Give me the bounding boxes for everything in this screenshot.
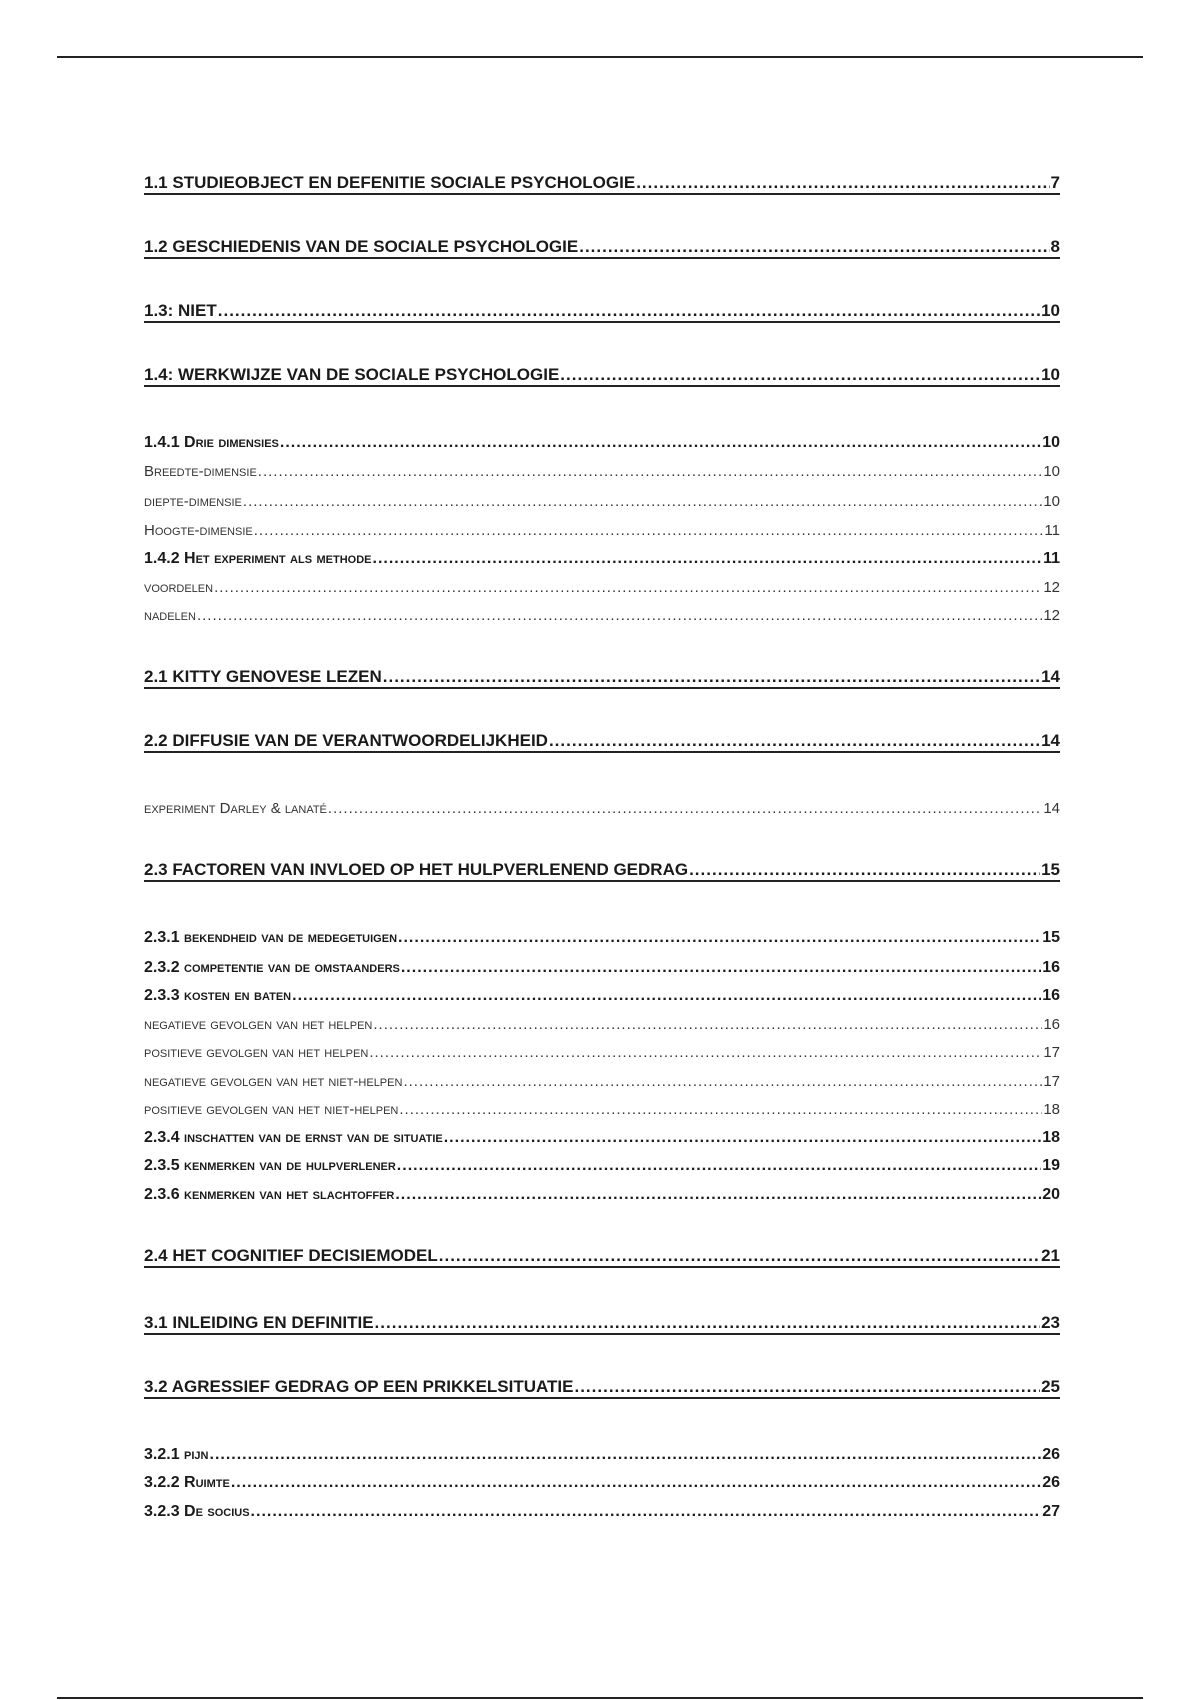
toc-entry[interactable] xyxy=(144,930,1060,946)
toc-dot-leader xyxy=(636,174,1049,191)
toc-dot-leader xyxy=(579,238,1049,255)
toc-entry[interactable] xyxy=(144,732,1060,753)
toc-entry[interactable] xyxy=(144,302,1060,323)
toc-dot-leader xyxy=(258,464,1043,479)
toc-entry[interactable] xyxy=(144,1504,1060,1520)
toc-entry-title: 2.3.6 kenmerken van het slachtoffer xyxy=(144,1186,395,1203)
toc-entry-page: 10 xyxy=(1043,463,1060,480)
toc-entry-title: 2.3.3 kosten en baten xyxy=(144,987,292,1004)
toc-entry-page: 26 xyxy=(1042,1474,1060,1491)
toc-entry-page: 27 xyxy=(1042,1503,1060,1520)
toc-entry-page: 10 xyxy=(1041,301,1060,320)
toc-entry-page: 20 xyxy=(1042,1186,1060,1203)
toc-entry[interactable] xyxy=(144,435,1060,451)
toc-entry-title: 1.4.2 Het experiment als methode xyxy=(144,550,372,567)
toc-entry-page: 16 xyxy=(1042,959,1060,976)
toc-entry[interactable] xyxy=(144,174,1060,195)
toc-entry-title: 3.2.2 Ruimte xyxy=(144,1474,230,1491)
toc-dot-leader xyxy=(398,930,1041,946)
header-rule xyxy=(57,56,1143,58)
toc-entry[interactable] xyxy=(144,494,1060,509)
toc-entry-page: 17 xyxy=(1043,1073,1060,1090)
toc-entry[interactable] xyxy=(144,668,1060,689)
toc-entry-title: positieve gevolgen van het niet-helpen xyxy=(144,1101,399,1118)
toc-entry[interactable] xyxy=(144,1475,1060,1491)
toc-dot-leader xyxy=(280,435,1041,451)
toc-dot-leader xyxy=(399,1102,1042,1117)
toc-entry[interactable] xyxy=(144,861,1060,882)
toc-entry-page: 15 xyxy=(1042,929,1060,946)
toc-entry[interactable] xyxy=(144,464,1060,479)
toc-dot-leader xyxy=(395,1187,1041,1203)
toc-entry-title: 1.1 STUDIEOBJECT EN DEFENITIE SOCIALE PSYCHOLOGIE xyxy=(144,173,636,192)
toc-dot-leader xyxy=(251,1504,1042,1520)
toc-entry-title: diepte-dimensie xyxy=(144,493,242,510)
toc-entry-title: 3.2.3 De socius xyxy=(144,1503,250,1520)
toc-entry-page: 14 xyxy=(1041,667,1060,686)
toc-entry[interactable] xyxy=(144,1187,1060,1203)
toc-entry[interactable] xyxy=(144,1130,1060,1146)
toc-entry-page: 11 xyxy=(1043,550,1060,567)
toc-entry[interactable] xyxy=(144,1378,1060,1399)
toc-dot-leader xyxy=(231,1475,1041,1491)
toc-dot-leader xyxy=(444,1130,1041,1146)
toc-entry-page: 10 xyxy=(1042,434,1060,451)
toc-entry-page: 12 xyxy=(1043,579,1060,596)
toc-entry[interactable] xyxy=(144,551,1060,567)
toc-entry-page: 16 xyxy=(1042,987,1060,1004)
toc-dot-leader xyxy=(574,1378,1040,1395)
toc-entry[interactable] xyxy=(144,1102,1060,1117)
toc-entry[interactable] xyxy=(144,1045,1060,1060)
footer-rule xyxy=(57,1697,1143,1699)
toc-entry-title: 2.4 HET COGNITIEF DECISIEMODEL xyxy=(144,1246,438,1265)
toc-entry[interactable] xyxy=(144,580,1060,595)
toc-dot-leader xyxy=(292,988,1041,1004)
toc-entry-title: 2.3.2 competentie van de omstaanders xyxy=(144,959,400,976)
toc-entry[interactable] xyxy=(144,1074,1060,1089)
toc-dot-leader xyxy=(218,302,1040,319)
toc-entry-title: 1.3: NIET xyxy=(144,301,217,320)
toc-dot-leader xyxy=(369,1045,1042,1060)
toc-entry-title: 2.3.5 kenmerken van de hulpverlener xyxy=(144,1157,396,1174)
toc-dot-leader xyxy=(373,1017,1042,1032)
toc-entry-page: 18 xyxy=(1042,1129,1060,1146)
toc-entry-page: 10 xyxy=(1041,365,1060,384)
toc-entry-page: 11 xyxy=(1044,522,1060,539)
toc-dot-leader xyxy=(403,1074,1042,1089)
toc-dot-leader xyxy=(401,960,1041,976)
toc-entry-page: 14 xyxy=(1041,731,1060,750)
toc-entry-title: negatieve gevolgen van het niet-helpen xyxy=(144,1073,403,1090)
toc-entry-title: 1.4: WERKWIJZE VAN DE SOCIALE PSYCHOLOGIE xyxy=(144,365,560,384)
toc-entry[interactable] xyxy=(144,1447,1060,1463)
toc-dot-leader xyxy=(328,801,1042,816)
toc-entry[interactable] xyxy=(144,366,1060,387)
toc-dot-leader xyxy=(197,608,1042,623)
toc-entry-title: nadelen xyxy=(144,607,196,624)
toc-entry-page: 21 xyxy=(1041,1246,1060,1265)
toc-entry-title: 1.4.1 Drie dimensies xyxy=(144,434,279,451)
toc-entry-title: voordelen xyxy=(144,579,214,596)
toc-entry-title: 2.3 FACTOREN VAN INVLOED OP HET HULPVERLENEND GEDRAG xyxy=(144,860,689,879)
toc-entry[interactable] xyxy=(144,801,1060,816)
toc-dot-leader xyxy=(243,494,1042,509)
toc-dot-leader xyxy=(689,861,1040,878)
toc-entry-page: 16 xyxy=(1043,1016,1060,1033)
toc-entry-title: 3.1 INLEIDING EN DEFINITIE xyxy=(144,1313,374,1332)
toc-entry-page: 8 xyxy=(1050,237,1060,256)
toc-entry-page: 10 xyxy=(1043,493,1060,510)
toc-entry-page: 14 xyxy=(1043,800,1060,817)
toc-entry-page: 7 xyxy=(1050,173,1060,192)
toc-dot-leader xyxy=(397,1158,1041,1174)
toc-entry-title: 3.2 AGRESSIEF GEDRAG OP EEN PRIKKELSITUATIE xyxy=(144,1377,574,1396)
toc-dot-leader xyxy=(439,1247,1040,1264)
toc-entry[interactable] xyxy=(144,988,1060,1004)
toc-entry-page: 19 xyxy=(1042,1157,1060,1174)
toc-dot-leader xyxy=(254,523,1044,538)
toc-dot-leader xyxy=(375,1314,1041,1331)
toc-entry-title: Hoogte-dimensie xyxy=(144,522,253,539)
toc-dot-leader xyxy=(214,580,1042,595)
toc-entry-title: 1.2 GESCHIEDENIS VAN DE SOCIALE PSYCHOLOGIE xyxy=(144,237,579,256)
toc-entry-title: 2.3.1 bekendheid van de medegetuigen xyxy=(144,929,398,946)
toc-entry-page: 18 xyxy=(1043,1101,1060,1118)
toc-dot-leader xyxy=(549,732,1040,749)
toc-entry-title: 3.2.1 pijn xyxy=(144,1446,209,1463)
toc-dot-leader xyxy=(560,366,1040,383)
toc-entry[interactable] xyxy=(144,1247,1060,1268)
toc-entry-title: experiment Darley & lanaté xyxy=(144,800,327,817)
toc-entry[interactable] xyxy=(144,523,1060,538)
toc-entry-title: positieve gevolgen van het helpen xyxy=(144,1044,369,1061)
toc-entry[interactable] xyxy=(144,238,1060,259)
toc-entry-title: Breedte-dimensie xyxy=(144,463,257,480)
toc-entry-page: 23 xyxy=(1041,1313,1060,1332)
toc-entry[interactable] xyxy=(144,1158,1060,1174)
toc-entry-page: 12 xyxy=(1043,607,1060,624)
toc-entry-page: 15 xyxy=(1041,860,1060,879)
toc-entry[interactable] xyxy=(144,1017,1060,1032)
toc-entry-page: 26 xyxy=(1042,1446,1060,1463)
toc-entry[interactable] xyxy=(144,608,1060,623)
toc-dot-leader xyxy=(210,1447,1042,1463)
toc-dot-leader xyxy=(373,551,1043,567)
toc-entry[interactable] xyxy=(144,1314,1060,1335)
toc-entry-title: 2.2 DIFFUSIE VAN DE VERANTWOORDELIJKHEID xyxy=(144,731,548,750)
toc-entry[interactable] xyxy=(144,960,1060,976)
toc-entry-page: 17 xyxy=(1043,1044,1060,1061)
toc-entry-title: 2.1 KITTY GENOVESE LEZEN xyxy=(144,667,382,686)
toc-entry-title: 2.3.4 inschatten van de ernst van de situatie xyxy=(144,1129,443,1146)
toc-entry-page: 25 xyxy=(1041,1377,1060,1396)
toc-dot-leader xyxy=(383,668,1040,685)
toc-entry-title: negatieve gevolgen van het helpen xyxy=(144,1016,373,1033)
